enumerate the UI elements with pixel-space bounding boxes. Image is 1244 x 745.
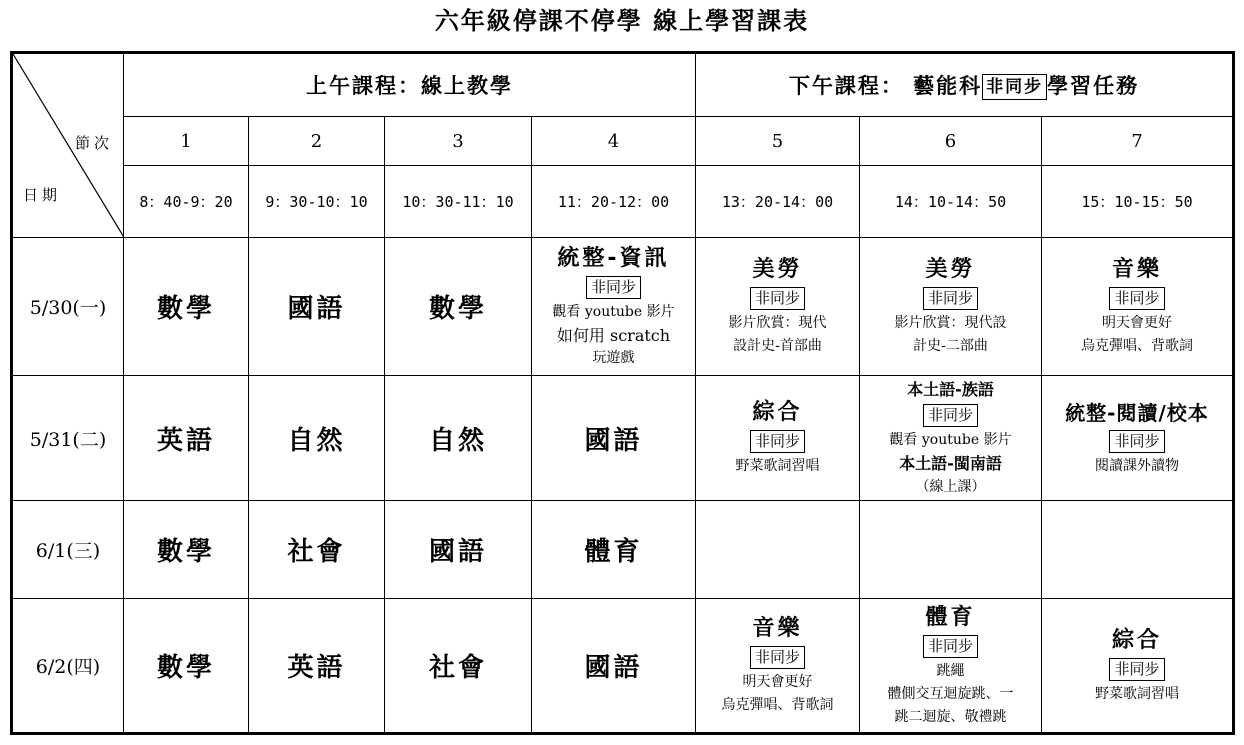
- time-3: 10：30-11：10: [385, 166, 532, 238]
- subject-cell: 體育: [532, 501, 696, 599]
- afternoon-async-tag: 非同步: [982, 74, 1047, 100]
- subject-cell: 自然: [385, 376, 532, 501]
- subject-title: 本土語-閩南語: [899, 453, 1002, 473]
- async-tag: 非同步: [923, 287, 978, 310]
- date-cell: 6/1(三): [12, 501, 124, 599]
- subject-title: 體育: [925, 604, 976, 630]
- time-5: 13：20-14：00: [696, 166, 860, 238]
- afternoon-header-pre: 下午課程： 藝能科: [788, 74, 983, 98]
- task-line: 烏克彈唱、背歌詞: [721, 697, 834, 713]
- subject-title: 本土語-族語: [907, 379, 994, 399]
- period-1: 1: [124, 117, 249, 166]
- async-tag: 非同步: [750, 287, 805, 310]
- time-4: 11：20-12：00: [532, 166, 696, 238]
- subject-cell: [696, 599, 860, 734]
- subject-cell: [1042, 238, 1234, 376]
- period-4: 4: [532, 117, 696, 166]
- task-line: 跳二迴旋、敬禮跳: [894, 708, 1007, 725]
- subject-cell: [1042, 599, 1234, 734]
- empty-cell: [860, 501, 1042, 599]
- subject-cell: [860, 599, 1042, 734]
- date-cell: 5/31(二): [12, 376, 124, 501]
- subject-title: 綜合: [752, 400, 803, 425]
- task-line: 明天會更好: [742, 674, 813, 690]
- task-line: 如何用 scratch: [556, 325, 671, 345]
- subject-cell: [1042, 376, 1234, 501]
- subject-cell: [696, 376, 860, 501]
- subject-cell: [860, 376, 1042, 501]
- async-tag: 非同步: [1109, 430, 1164, 453]
- corner-header-cell: [12, 53, 124, 238]
- subject-cell: 英語: [249, 599, 385, 734]
- subject-cell: 數學: [385, 238, 532, 376]
- empty-cell: [1042, 501, 1234, 599]
- table-row: [12, 599, 1234, 734]
- async-tag: 非同步: [750, 646, 805, 669]
- task-line: 玩遊戲: [592, 349, 635, 366]
- empty-cell: [696, 501, 860, 599]
- period-6: 6: [860, 117, 1042, 166]
- subject-title: 綜合: [1111, 627, 1162, 653]
- subject-cell: 自然: [249, 376, 385, 501]
- task-line: 閱讀課外讀物: [1095, 458, 1179, 474]
- task-line: 明天會更好: [1102, 315, 1172, 331]
- subject-cell: 國語: [532, 376, 696, 501]
- morning-header: 上午課程：線上教學: [124, 53, 696, 117]
- task-line: 影片欣賞：現代設: [894, 315, 1007, 331]
- async-tag: 非同步: [1109, 658, 1164, 681]
- subject-cell: 社會: [249, 501, 385, 599]
- period-7: 7: [1042, 117, 1234, 166]
- table-row: [12, 238, 1234, 376]
- subject-cell: 國語: [532, 599, 696, 734]
- task-line: 計史-二部曲: [913, 338, 988, 354]
- date-cell: 6/2(四): [12, 599, 124, 734]
- subject-cell: [532, 238, 696, 376]
- subject-cell: [696, 238, 860, 376]
- time-2: 9：30-10：10: [249, 166, 385, 238]
- task-line: 觀看 youtube 影片: [552, 303, 675, 320]
- task-line: 跳繩: [936, 662, 965, 679]
- time-7: 15：10-15：50: [1042, 166, 1234, 238]
- subject-title: 音樂: [1111, 257, 1162, 282]
- subject-title: 統整-資訊: [557, 245, 670, 271]
- task-line: 體側交互迴旋跳、一: [887, 685, 1014, 702]
- task-line: 野菜歌詞習唱: [735, 458, 820, 474]
- date-label: 日期: [23, 186, 62, 204]
- period-3: 3: [385, 117, 532, 166]
- subject-cell: 社會: [385, 599, 532, 734]
- period-2: 2: [249, 117, 385, 166]
- time-6: 14：10-14：50: [860, 166, 1042, 238]
- period-label: 節次: [74, 134, 113, 152]
- subject-cell: 英語: [124, 376, 249, 501]
- subject-cell: 國語: [249, 238, 385, 376]
- async-tag: 非同步: [923, 404, 978, 427]
- task-line: （線上課）: [915, 478, 986, 495]
- subject-cell: [860, 238, 1042, 376]
- subject-title: 音樂: [752, 616, 803, 641]
- async-tag: 非同步: [750, 430, 805, 453]
- task-line: 設計史-首部曲: [733, 338, 822, 354]
- subject-title: 統整-閱讀/校本: [1065, 401, 1209, 425]
- subject-cell: 國語: [385, 501, 532, 599]
- table-row: [12, 376, 1234, 501]
- time-1: 8：40-9：20: [124, 166, 249, 238]
- subject-cell: 數學: [124, 599, 249, 734]
- afternoon-header: [696, 53, 1234, 117]
- table-row: [12, 501, 1234, 599]
- subject-title: 美勞: [925, 257, 976, 282]
- async-tag: 非同步: [923, 635, 978, 658]
- subject-title: 美勞: [752, 257, 803, 282]
- subject-cell: 數學: [124, 238, 249, 376]
- period-5: 5: [696, 117, 860, 166]
- async-tag: 非同步: [1109, 287, 1164, 310]
- schedule-table: [10, 51, 1235, 735]
- afternoon-header-post: 學習任務: [1047, 74, 1140, 98]
- async-tag: 非同步: [586, 276, 641, 299]
- task-line: 野菜歌詞習唱: [1095, 685, 1179, 702]
- task-line: 影片欣賞：現代: [728, 315, 827, 331]
- task-line: 烏克彈唱、背歌詞: [1081, 338, 1193, 354]
- subject-cell: 數學: [124, 501, 249, 599]
- page-title: 六年級停課不停學 線上學習課表: [434, 6, 810, 35]
- date-cell: 5/30(一): [12, 238, 124, 376]
- task-line: 觀看 youtube 影片: [889, 431, 1012, 448]
